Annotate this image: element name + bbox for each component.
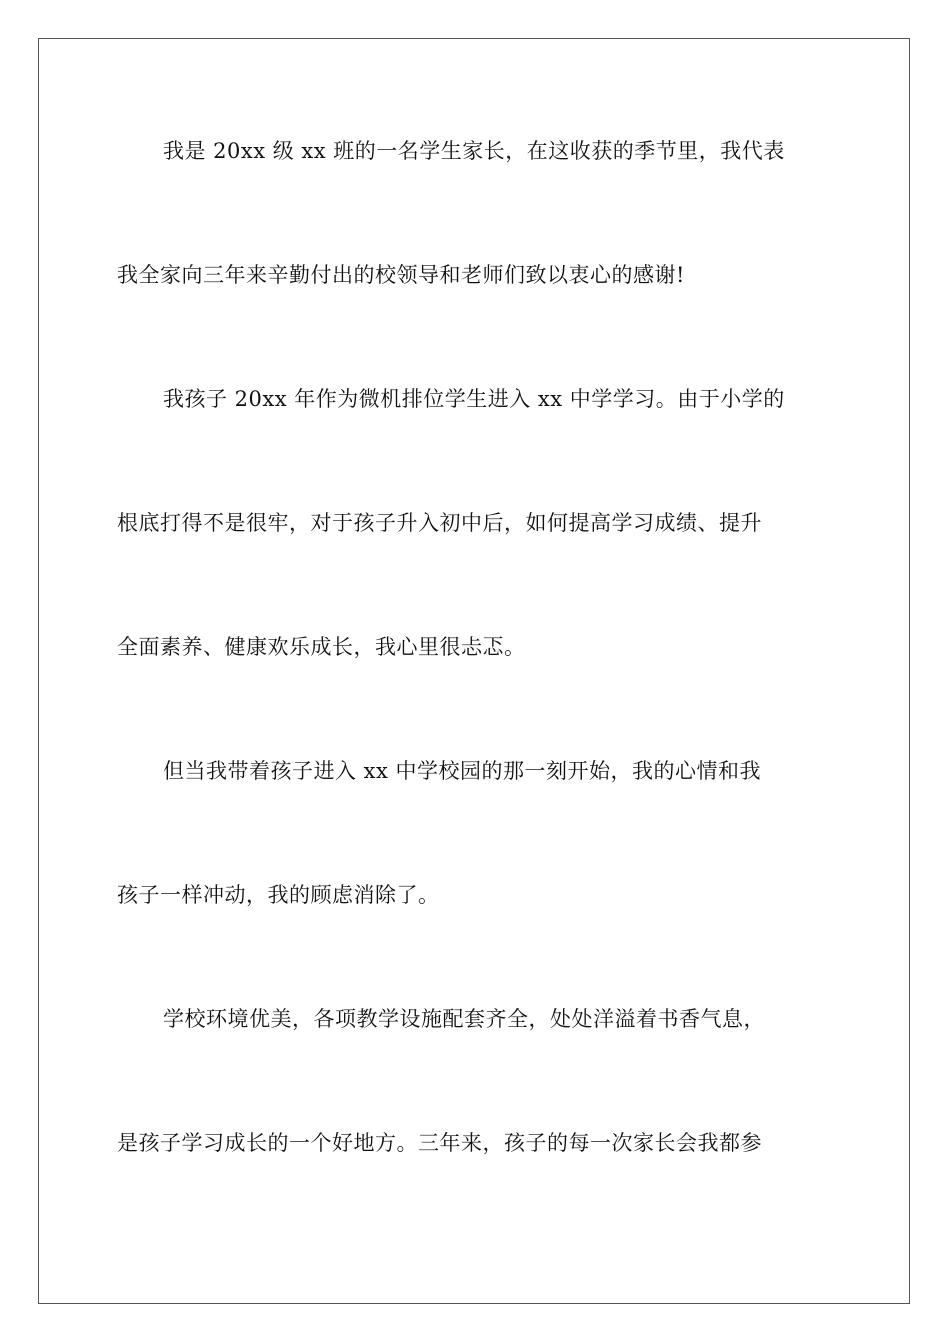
- paragraph-1-line-2: 我全家向三年来辛勤付出的校领导和老师们致以衷心的感谢!: [117, 263, 685, 287]
- paragraph-2-line-3: 全面素养、健康欢乐成长，我心里很忐忑。: [117, 635, 526, 659]
- document-page: [38, 38, 910, 1304]
- paragraph-3-line-1: 但当我带着孩子进入 xx 中学校园的那一刻开始，我的心情和我: [163, 759, 762, 783]
- paragraph-2-line-2: 根底打得不是很牢，对于孩子升入初中后，如何提高学习成绩、提升: [117, 511, 762, 535]
- paragraph-1-line-1: 我是 20xx 级 xx 班的一名学生家长，在这收获的季节里，我代表: [163, 139, 785, 163]
- paragraph-4-line-2: 是孩子学习成长的一个好地方。三年来，孩子的每一次家长会我都参: [117, 1131, 762, 1155]
- paragraph-3-line-2: 孩子一样冲动，我的顾虑消除了。: [117, 883, 440, 907]
- paragraph-2-line-1: 我孩子 20xx 年作为微机排位学生进入 xx 中学学习。由于小学的: [163, 387, 785, 411]
- paragraph-4-line-1: 学校环境优美，各项教学设施配套齐全，处处洋溢着书香气息，: [163, 1007, 765, 1031]
